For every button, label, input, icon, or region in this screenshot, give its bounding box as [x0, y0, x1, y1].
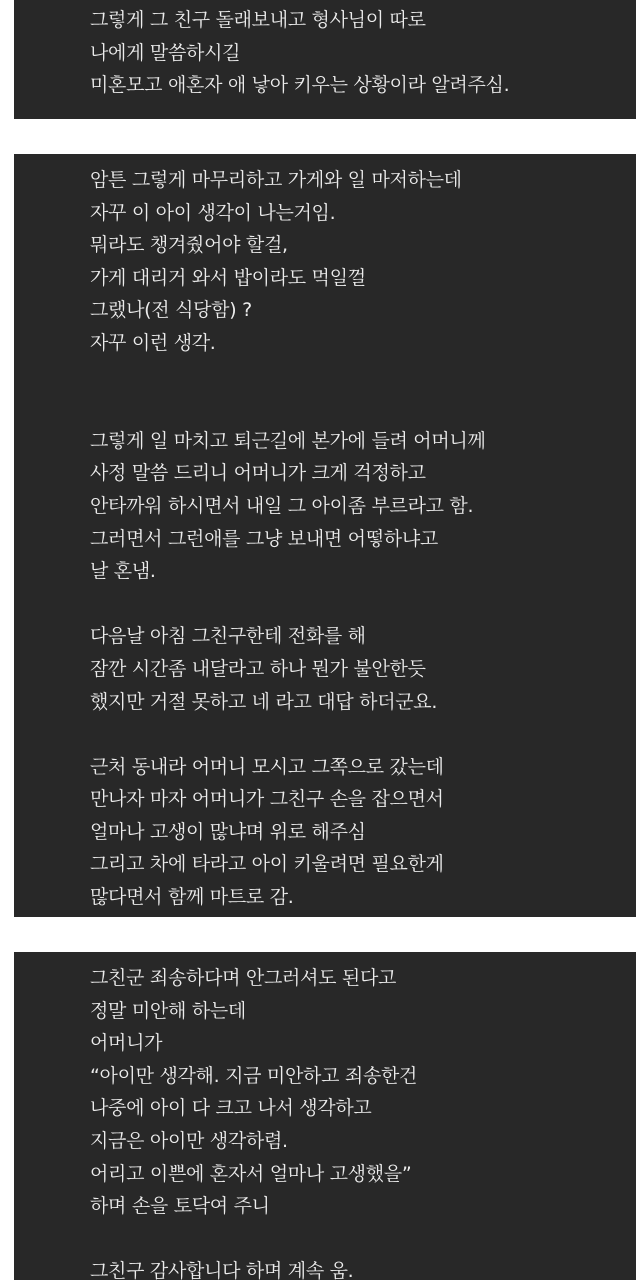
- text-line: 안타까워 하시면서 내일 그 아이좀 부르라고 함.: [90, 494, 474, 517]
- text-line: 나에게 말씀하시길: [90, 41, 241, 64]
- text-line: 어리고 이쁜에 혼자서 얼마나 고생했을”: [90, 1162, 412, 1185]
- text-line: 했지만 거절 못하고 네 라고 대답 하더군요.: [90, 690, 438, 713]
- text-line: 그친군 죄송하다며 안그러셔도 된다고: [90, 967, 397, 989]
- text-line: 많다면서 함께 마트로 감.: [90, 886, 294, 909]
- text-line: 잠깐 시간좀 내달라고 하나 뭔가 불안한듯: [90, 657, 426, 680]
- text-line: 지금은 아이만 생각하렴.: [90, 1129, 288, 1152]
- text-panel-2: [14, 154, 636, 917]
- text-line: 하며 손을 토닥여 주니: [90, 1195, 270, 1218]
- text-line: 근처 동내라 어머니 모시고 그쪽으로 갔는데: [90, 755, 444, 778]
- text-line: 가게 대리거 와서 밥이라도 먹일껄: [90, 266, 366, 289]
- text-line: 그렇게 일 마치고 퇴근길에 본가에 들려 어머니께: [90, 429, 486, 452]
- text-line: “아이만 생각해. 지금 미안하고 죄송한건: [90, 1064, 418, 1087]
- text-line: 암튼 그렇게 마무리하고 가게와 일 마저하는데: [90, 169, 462, 191]
- text-line: 그리고 차에 타라고 아이 키울려면 필요한게: [90, 853, 444, 876]
- text-line: 다음날 아침 그친구한테 전화를 해: [90, 625, 366, 648]
- blank-line: [90, 1223, 628, 1256]
- text-line: 자꾸 이 아이 생각이 나는거임.: [90, 201, 336, 224]
- blank-line: [90, 588, 628, 621]
- text-line: 날 혼냄.: [90, 560, 156, 583]
- blank-line: [90, 718, 628, 751]
- text-line: 얼마나 고생이 많냐며 위로 해주심: [90, 820, 366, 843]
- text-line: 그렇게 그 친구 돌래보내고 형사님이 따로: [90, 9, 426, 31]
- text-line: 자꾸 이런 생각.: [90, 331, 216, 354]
- text-panel-3: [14, 952, 636, 1283]
- text-line: 뭐라도 챙겨줬어야 할걸,: [90, 234, 288, 257]
- text-line: 그친구 감사합니다 하며 계속 움.: [90, 1260, 354, 1283]
- text-line: 그러면서 그런애를 그냥 보내면 어떻하냐고: [90, 527, 438, 550]
- text-line: 정말 미안해 하는데: [90, 999, 246, 1022]
- text-line: 사정 말씀 드리니 어머니가 크게 걱정하고: [90, 462, 426, 485]
- text-line: 나중에 아이 다 크고 나서 생각하고: [90, 1097, 372, 1120]
- blank-line: [90, 360, 628, 393]
- blank-line: [90, 392, 628, 425]
- text-line: 그랬나(전 식당함) ?: [90, 299, 252, 322]
- text-panel-1: [14, 0, 636, 119]
- text-line: 만나자 마자 어머니가 그친구 손을 잡으면서: [90, 788, 444, 811]
- text-line: 미혼모고 애혼자 애 낳아 키우는 상황이라 알려주심.: [90, 74, 510, 97]
- text-line: 어머니가: [90, 1032, 163, 1055]
